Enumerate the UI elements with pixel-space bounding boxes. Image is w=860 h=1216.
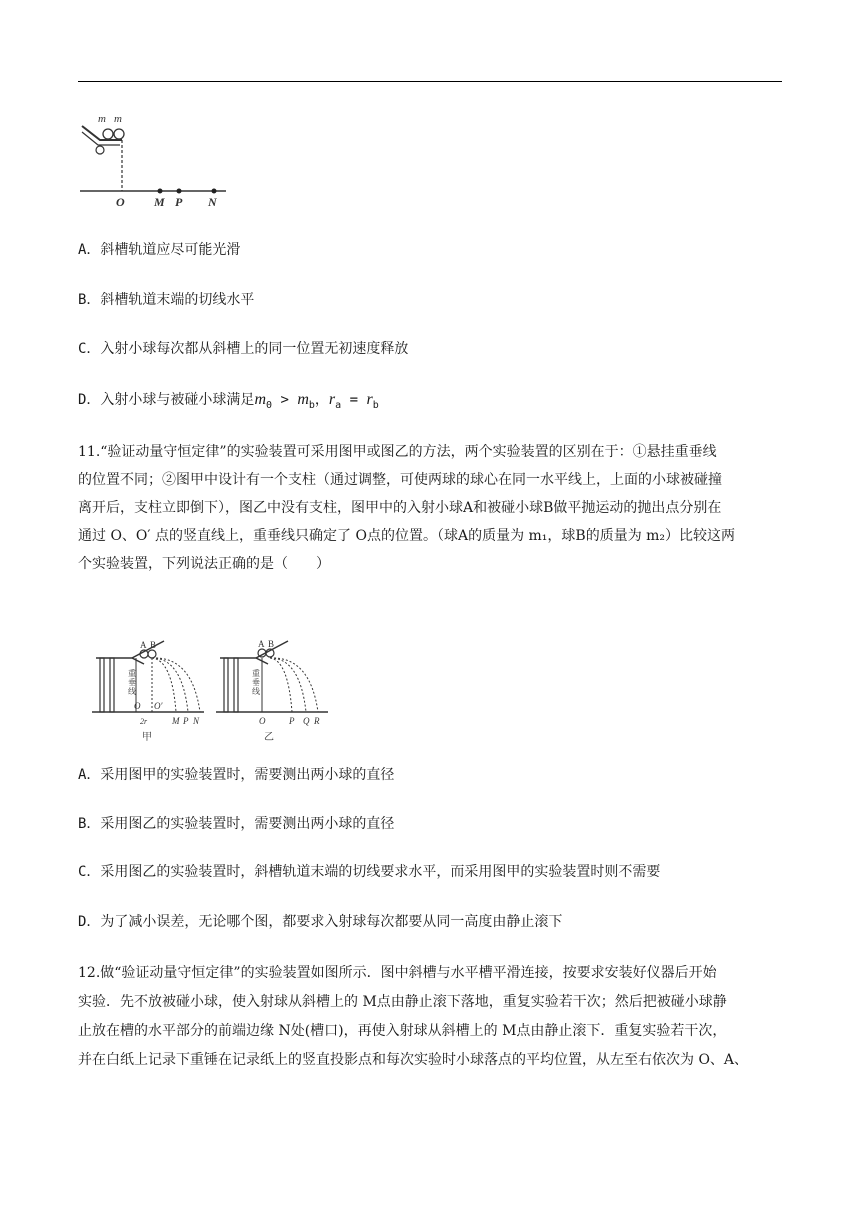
formula-m0: m [254, 391, 266, 408]
formula-sub-b2: b [372, 399, 379, 411]
fig2-jia-label-N: N [193, 716, 200, 726]
q11-line-1: 11.“验证动量守恒定律”的实验装置可采用图甲或图乙的方法，两个实验装置的区别在于：①悬挂重垂线 [78, 444, 717, 460]
fig2-jia-label-zhong: 重 [128, 669, 136, 678]
q11-option-d: D．为了减小误差，无论哪个图，都要求入射球每次都要从同一高度由静止滚下 [78, 914, 563, 930]
figure-yi [216, 641, 328, 712]
q12-line-1: 12.做“验证动量守恒定律”的实验装置如图所示．图中斜槽与水平槽平滑连接，按要求安装好仪器后开始 [78, 965, 717, 981]
fig2-jia-caption: 甲 [142, 732, 152, 743]
figure-jia [92, 641, 204, 712]
q11-option-b: B．采用图乙的实验装置时，需要测出两小球的直径 [78, 816, 395, 832]
fig1-label-O: O [116, 195, 125, 209]
fig2-jia-label-O-prime: O′ [154, 701, 163, 711]
formula-gt: > [272, 392, 298, 408]
fig2-yi-label-O: O [259, 716, 266, 726]
fig2-yi-label-chui: 垂 [252, 678, 260, 687]
q12-line-2: 实验．先不放被碰小球，使入射球从斜槽上的 M点由静止滚下落地，重复实验若干次；然后把被碰小球静 [78, 994, 727, 1010]
fig2-jia-label-A: A [140, 640, 147, 650]
header-rule [78, 81, 782, 82]
formula-rb: r [366, 391, 373, 408]
fig2-yi-label-R: R [314, 716, 320, 726]
fig2-jia-label-B: B [150, 640, 157, 650]
q10-option-a: A．斜槽轨道应尽可能光滑 [78, 242, 241, 258]
fig2-yi-caption: 乙 [264, 732, 274, 743]
formula-sep: ， [314, 392, 329, 408]
fig2-jia-label-P: P [183, 716, 189, 726]
q10-option-c: C．入射小球每次都从斜槽上的同一位置无初速度释放 [78, 341, 409, 357]
fig1-label-M: M [154, 195, 165, 209]
fig1-ball-label-2: m [114, 113, 122, 125]
formula-sub-b: b [308, 399, 315, 411]
q11-line-5: 个实验装置，下列说法正确的是（ ） [78, 556, 330, 572]
fig2-yi-label-B: B [268, 639, 275, 649]
formula-ra: r [328, 391, 336, 408]
q12-line-4: 并在白纸上记录下重锤在记录纸上的竖直投影点和每次实验时小球落点的平均位置，从左至右依次为 O、A、 [78, 1052, 749, 1068]
q11-option-c: C．采用图乙的实验装置时，斜槽轨道末端的切线要求水平，而采用图甲的实验装置时则不需要 [78, 864, 661, 880]
q11-line-3: 离开后，支柱立即倒下），图乙中没有支柱，图甲中的入射小球A和被碰小球B做平抛运动的抛出点分别在 [78, 500, 722, 516]
formula-eq: = [341, 392, 367, 408]
fig2-jia-label-M: M [172, 716, 180, 726]
fig2-yi-label-zhong: 重 [252, 669, 260, 678]
fig2-yi-label-P: P [289, 716, 295, 726]
formula-mb: m [297, 391, 309, 408]
fig2-yi-label-A: A [258, 639, 265, 649]
formula-sub-a: a [335, 399, 342, 411]
fig1-label-P: P [175, 195, 183, 209]
q10-option-b: B．斜槽轨道末端的切线水平 [78, 292, 255, 308]
fig1-ball-label-1: m [98, 113, 106, 125]
figure-collision-setup-1 [78, 100, 228, 210]
figure-collision-setup-jia-yi [92, 636, 342, 746]
q11-option-a: A．采用图甲的实验装置时，需要测出两小球的直径 [78, 767, 395, 783]
fig2-yi-label-Q: Q [303, 716, 310, 726]
q12-line-3: 止放在槽的水平部分的前端边缘 N处(槽口)，再使入射球从斜槽上的 M点由静止滚下．重复实验若干次， [78, 1023, 727, 1039]
fig1-label-N: N [208, 195, 217, 209]
fig2-jia-label-xian: 线 [128, 687, 136, 696]
q11-line-2: 的位置不同；②图甲中设计有一个支柱（通过调整，可使两球的球心在同一水平线上，上面的小球被碰撞 [78, 472, 722, 488]
q11-line-4: 通过 O、O′ 点的竖直线上，重垂线只确定了 O点的位置。（球A的质量为 m₁，球B的质量为 m₂）比较这两 [78, 528, 736, 544]
q10-option-d-text: D．入射小球与被碰小球满足 [78, 392, 255, 408]
fig2-jia-label-O: O [134, 701, 141, 711]
fig2-jia-label-2r: 2r [140, 717, 148, 726]
formula-sub-0: 0 [266, 399, 273, 411]
q10-option-d [78, 390, 379, 416]
fig2-yi-label-xian: 线 [252, 687, 260, 696]
fig2-jia-label-chui: 垂 [128, 678, 136, 687]
